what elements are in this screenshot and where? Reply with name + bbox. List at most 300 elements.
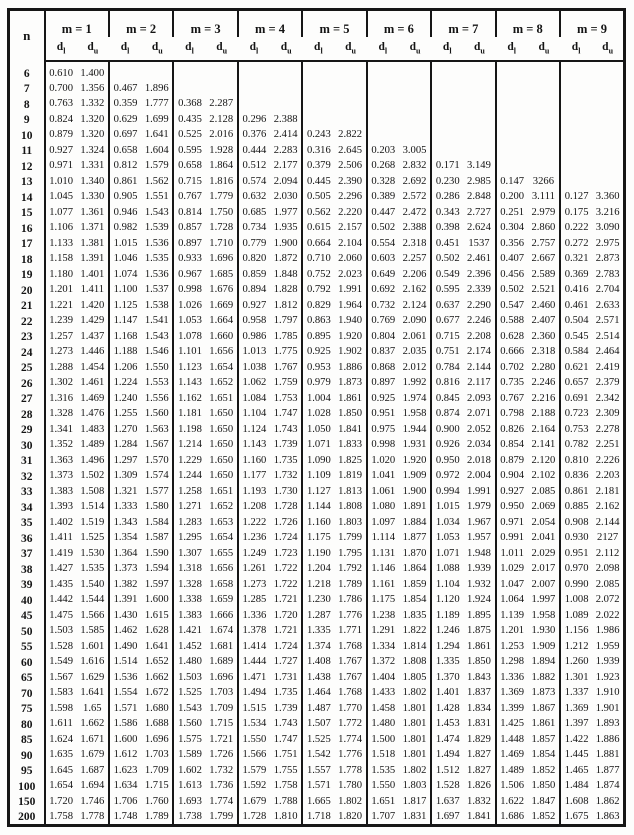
row-n-value: 60: [9, 655, 45, 671]
table-row: [9, 423, 625, 439]
cell-m6-dl: 1.500: [367, 733, 399, 749]
cell-m6-dl: [367, 113, 399, 129]
cell-m5-dl: 0.863: [302, 314, 334, 330]
cell-m2-dl: 1.462: [109, 624, 141, 640]
cell-m8-dl: [496, 82, 528, 98]
cell-m9-du: [592, 128, 624, 144]
cell-m8-du: 3266: [532, 175, 554, 187]
cell-m1-du: 1.525: [80, 532, 105, 544]
cell-m6-dl: 0.692: [367, 283, 399, 299]
cell-m9-dl: 1.445: [560, 748, 592, 764]
cell-m6-du: 1.931: [402, 439, 427, 451]
cell-m1-dl: 0.971: [45, 159, 77, 175]
cell-m5-du: 2.645: [338, 144, 362, 156]
cell-m9-du: 2.085: [595, 578, 620, 590]
table-row: [9, 376, 625, 392]
cell-m3-du: 1.715: [209, 718, 234, 730]
cell-m9-dl: 0.723: [560, 407, 592, 423]
cell-m9-du: 1.893: [595, 718, 620, 730]
cell-m8-dl: 0.502: [496, 283, 528, 299]
cell-m2-dl: 1.074: [109, 268, 141, 284]
cell-m2-dl: 1.125: [109, 299, 141, 315]
cell-m4-du: 1.755: [273, 764, 298, 776]
cell-m6-dl: 1.080: [367, 500, 399, 516]
cell-m8-du: 2.979: [531, 206, 556, 218]
cell-m7-dl: 0.816: [431, 376, 463, 392]
cell-m5-du: 1.873: [338, 377, 362, 389]
cell-m6-du: [399, 113, 431, 129]
cell-m5-du: [334, 113, 366, 129]
cell-m9-du: [592, 144, 624, 160]
subheader-dl-m8: $d_l$: [496, 37, 528, 61]
cell-m1-du: 1.778: [80, 810, 105, 822]
cell-m3-dl: 1.503: [173, 671, 205, 687]
cell-m8-du: 2.102: [531, 470, 556, 482]
cell-m4-du: 1.730: [273, 485, 298, 497]
cell-m2-du: 1.715: [144, 780, 169, 792]
cell-m9-dl: 1.337: [560, 686, 592, 702]
cell-m4-dl: [238, 97, 270, 113]
cell-m1-dl: 1.475: [45, 609, 77, 625]
cell-m8-dl: 0.666: [496, 345, 528, 361]
cell-m6-dl: [367, 128, 399, 144]
cell-m1-dl: 1.442: [45, 593, 77, 609]
row-n-value: 29: [9, 423, 45, 439]
cell-m8-du: 1.873: [531, 687, 556, 699]
cell-m3-dl: 1.258: [173, 485, 205, 501]
cell-m8-dl: 1.298: [496, 655, 528, 671]
cell-m1-du: 1.483: [80, 423, 105, 435]
cell-m9-dl: [560, 128, 592, 144]
cell-m1-du: 1.340: [80, 175, 105, 187]
cell-m1-dl: 1.133: [45, 237, 77, 253]
cell-m6-du: 2.257: [402, 253, 427, 265]
cell-m8-dl: 0.702: [496, 361, 528, 377]
subheader-du-m8: $d_u$: [528, 37, 560, 61]
cell-m7-du: 1.841: [467, 810, 491, 822]
cell-m1-dl: 1.427: [45, 562, 77, 578]
cell-m6-dl: 1.131: [367, 547, 399, 563]
cell-m8-du: 2.041: [531, 532, 556, 544]
cell-m2-dl: 0.861: [109, 175, 141, 191]
cell-m1-du: 1.454: [80, 361, 105, 373]
cell-m2-dl: 1.612: [109, 748, 141, 764]
cell-m9-dl: 0.930: [560, 531, 592, 547]
cell-m6-du: 1.801: [402, 702, 427, 714]
cell-m1-du: 1.469: [80, 392, 105, 404]
cell-m7-du: 2.144: [467, 361, 491, 373]
table-row: [9, 97, 625, 113]
cell-m2-dl: 0.905: [109, 190, 141, 206]
cell-m1-du: 1.330: [80, 191, 105, 203]
cell-m1-dl: 1.352: [45, 438, 77, 454]
cell-m4-dl: 1.236: [238, 531, 270, 547]
cell-m4-du: 1.732: [273, 470, 298, 482]
table-row: [9, 82, 625, 98]
cell-m7-dl: 0.398: [431, 221, 463, 237]
cell-m5-dl: 1.144: [302, 500, 334, 516]
cell-m6-dl: [367, 82, 399, 98]
cell-m8-du: 2.521: [531, 284, 556, 296]
cell-m1-dl: 1.654: [45, 779, 77, 795]
cell-m7-du: 3.149: [467, 160, 491, 172]
cell-m3-dl: 0.435: [173, 113, 205, 129]
subheader-dl-m1: $d_l$: [45, 37, 77, 61]
cell-m9-du: 2.162: [595, 501, 620, 513]
table-row: [9, 190, 625, 206]
cell-m5-du: 1.767: [338, 656, 362, 668]
cell-m7-du: 2.339: [467, 284, 491, 296]
cell-m1-du: 1.502: [80, 470, 105, 482]
cell-m7-du: 2.034: [467, 439, 491, 451]
cell-m1-dl: 1.201: [45, 283, 77, 299]
cell-m8-du: 2.216: [531, 392, 556, 404]
cell-m3-dl: 1.229: [173, 454, 205, 470]
cell-m7-du: 1.834: [467, 702, 491, 714]
cell-m5-dl: 0.895: [302, 330, 334, 346]
cell-m1-du: 1.446: [80, 346, 105, 358]
cell-m2-dl: 1.748: [109, 810, 141, 826]
cell-m1-du: 1.400: [80, 67, 105, 79]
cell-m2-du: 1.560: [144, 408, 169, 420]
cell-m3-du: 1.653: [209, 516, 234, 528]
cell-m8-du: 2.069: [531, 501, 556, 513]
cell-m9-dl: 0.461: [560, 299, 592, 315]
cell-m4-du: 1.722: [273, 563, 298, 575]
cell-m5-du: 1.768: [338, 640, 362, 652]
row-n-value: 18: [9, 252, 45, 268]
cell-m8-dl: 1.506: [496, 779, 528, 795]
cell-m3-dl: 1.198: [173, 423, 205, 439]
row-n-value: 55: [9, 640, 45, 656]
cell-m4-dl: 1.336: [238, 609, 270, 625]
cell-m8-dl: 0.407: [496, 252, 528, 268]
cell-m8-du: [528, 159, 560, 175]
cell-m3-dl: 1.162: [173, 392, 205, 408]
cell-m9-du: [592, 159, 624, 175]
cell-m3-du: 1.689: [209, 656, 234, 668]
cell-m5-dl: 1.374: [302, 640, 334, 656]
cell-m1-dl: 1.402: [45, 516, 77, 532]
cell-m3-dl: 1.613: [173, 779, 205, 795]
cell-m1-du: 1.679: [80, 749, 105, 761]
cell-m1-du: 1.320: [80, 129, 105, 141]
cell-m9-dl: 1.089: [560, 609, 592, 625]
cell-m4-du: 1.759: [273, 377, 298, 389]
cell-m6-dl: 1.550: [367, 779, 399, 795]
cell-m8-dl: 0.991: [496, 531, 528, 547]
cell-m9-du: 1.863: [595, 810, 620, 822]
cell-m3-dl: 0.857: [173, 221, 205, 237]
cell-m3-du: 1.666: [209, 609, 234, 621]
cell-m8-dl: 0.854: [496, 438, 528, 454]
cell-m5-du: 1.792: [338, 563, 362, 575]
cell-m9-dl: 0.753: [560, 423, 592, 439]
cell-m6-dl: 1.480: [367, 717, 399, 733]
cell-m8-dl: 0.251: [496, 206, 528, 222]
cell-m6-dl: 1.114: [367, 531, 399, 547]
cell-m8-du: [528, 128, 560, 144]
cell-m6-du: 1.891: [402, 501, 427, 513]
group-header-m8: m = 8: [496, 10, 560, 37]
cell-m1-dl: 0.927: [45, 144, 77, 160]
cell-m1-du: 1.601: [80, 640, 105, 652]
cell-m4-dl: 0.444: [238, 144, 270, 160]
cell-m5-dl: 1.028: [302, 407, 334, 423]
cell-m1-du: 1.496: [80, 454, 105, 466]
cell-m2-dl: 1.147: [109, 314, 141, 330]
table-row: [9, 221, 625, 237]
durbin-watson-table: [7, 8, 626, 827]
cell-m2-du: 1.896: [144, 82, 169, 94]
cell-m7-du: 2.004: [467, 470, 491, 482]
cell-m2-dl: 0.812: [109, 159, 141, 175]
cell-m4-du: 2.177: [273, 160, 298, 172]
cell-m5-du: 1.802: [338, 795, 362, 807]
cell-m5-du: 1.850: [338, 408, 362, 420]
cell-m9-du: [592, 61, 624, 82]
cell-m4-dl: 1.222: [238, 516, 270, 532]
cell-m6-du: 2.012: [402, 361, 427, 373]
table-row: [9, 283, 625, 299]
cell-m8-du: 2.120: [531, 454, 556, 466]
cell-m2-dl: 0.467: [109, 82, 141, 98]
cell-m8-du: 1.882: [531, 671, 556, 683]
cell-m8-dl: 0.879: [496, 454, 528, 470]
cell-m9-du: 2.379: [595, 377, 620, 389]
cell-m5-dl: 0.925: [302, 345, 334, 361]
cell-m4-dl: 1.160: [238, 454, 270, 470]
cell-m1-du: 1.616: [80, 656, 105, 668]
cell-m5-dl: [302, 113, 334, 129]
table-row: [9, 810, 625, 826]
table-row: [9, 252, 625, 268]
cell-m9-du: 2.251: [595, 439, 620, 451]
cell-m3-dl: 1.181: [173, 407, 205, 423]
row-n-value: 28: [9, 407, 45, 423]
cell-m1-du: 1.420: [80, 299, 105, 311]
cell-m7-dl: 1.053: [431, 531, 463, 547]
cell-m7-dl: 0.751: [431, 345, 463, 361]
cell-m9-dl: 1.301: [560, 671, 592, 687]
cell-m9-dl: [560, 175, 592, 191]
cell-m4-du: 2.094: [273, 175, 298, 187]
cell-m9-dl: 1.008: [560, 593, 592, 609]
cell-m1-dl: 1.158: [45, 252, 77, 268]
cell-m2-du: [141, 61, 173, 82]
cell-m1-du: 1.437: [80, 330, 105, 342]
cell-m6-dl: 0.804: [367, 330, 399, 346]
cell-m6-dl: 1.020: [367, 454, 399, 470]
cell-m9-du: [592, 82, 624, 98]
table-row: [9, 500, 625, 516]
cell-m3-du: 1.726: [209, 749, 234, 761]
cell-m1-du: 1.746: [80, 795, 105, 807]
cell-m4-du: 1.728: [273, 501, 298, 513]
cell-m4-dl: 1.592: [238, 779, 270, 795]
cell-m5-dl: 0.562: [302, 206, 334, 222]
cell-m6-du: 1.814: [402, 640, 427, 652]
cell-m2-du: 1.579: [144, 160, 169, 172]
cell-m8-du: 1.958: [531, 609, 556, 621]
subheader-du-m9: $d_u$: [592, 37, 624, 61]
cell-m8-dl: 1.336: [496, 671, 528, 687]
cell-m9-du: 2.278: [595, 423, 620, 435]
cell-m9-du: 2.464: [595, 346, 620, 358]
cell-m7-dl: 1.034: [431, 516, 463, 532]
cell-m3-dl: 1.525: [173, 686, 205, 702]
cell-m1-du: 1.662: [80, 718, 105, 730]
row-n-value: 19: [9, 268, 45, 284]
cell-m1-du: 1.401: [80, 268, 105, 280]
cell-m5-du: 1.841: [338, 423, 362, 435]
cell-m2-dl: 1.430: [109, 609, 141, 625]
cell-m7-du: 1.850: [467, 656, 491, 668]
cell-m1-du: 1.320: [80, 113, 105, 125]
cell-m8-du: [528, 144, 560, 160]
cell-m3-dl: 1.602: [173, 764, 205, 780]
cell-m1-dl: 1.302: [45, 376, 77, 392]
cell-m9-du: 1.939: [595, 656, 620, 668]
cell-m9-du: 2.704: [595, 284, 620, 296]
cell-m9-du: 1.959: [595, 640, 620, 652]
cell-m7-du: 2.461: [467, 253, 491, 265]
row-n-value: 90: [9, 748, 45, 764]
row-n-value: 20: [9, 283, 45, 299]
cell-m1-du: 1.540: [80, 578, 105, 590]
cell-m6-dl: 0.328: [367, 175, 399, 191]
cell-m5-dl: 0.953: [302, 361, 334, 377]
cell-m7-du: [463, 144, 495, 160]
cell-m2-du: 1.556: [144, 392, 169, 404]
cell-m4-dl: 1.679: [238, 795, 270, 811]
row-n-value: 23: [9, 330, 45, 346]
cell-m2-du: 1.789: [144, 810, 169, 822]
cell-m6-du: 3.005: [402, 144, 427, 156]
cell-m3-du: 1.681: [209, 640, 234, 652]
cell-m1-dl: 1.239: [45, 314, 77, 330]
cell-m6-du: 1.801: [402, 718, 427, 730]
cell-m6-du: [399, 82, 431, 98]
cell-m2-dl: 1.536: [109, 671, 141, 687]
cell-m7-dl: 1.015: [431, 500, 463, 516]
cell-m1-dl: 0.824: [45, 113, 77, 129]
cell-m9-du: 2127: [597, 532, 619, 544]
cell-m2-du: 1.535: [144, 253, 169, 265]
cell-m5-du: [334, 97, 366, 113]
cell-m6-dl: 1.458: [367, 702, 399, 718]
cell-m8-du: 2.460: [531, 299, 556, 311]
cell-m4-du: 1.723: [273, 547, 298, 559]
cell-m2-dl: 1.168: [109, 330, 141, 346]
cell-m2-du: 1.760: [144, 795, 169, 807]
cell-m3-dl: 1.543: [173, 702, 205, 718]
cell-m5-dl: 1.557: [302, 764, 334, 780]
cell-m3-du: 1.656: [209, 563, 234, 575]
cell-m1-dl: 1.288: [45, 361, 77, 377]
cell-m3-dl: 0.368: [173, 97, 205, 113]
cell-m7-dl: 0.900: [431, 423, 463, 439]
row-n-value: 36: [9, 531, 45, 547]
cell-m7-dl: 0.451: [431, 237, 463, 253]
cell-m7-dl: 1.294: [431, 640, 463, 656]
cell-m2-dl: 1.706: [109, 795, 141, 811]
cell-m4-dl: 0.927: [238, 299, 270, 315]
cell-m9-du: 2.571: [595, 315, 620, 327]
row-n-value: 6: [9, 61, 45, 82]
cell-m9-dl: 0.127: [560, 190, 592, 206]
cell-m6-du: 1.802: [402, 687, 427, 699]
cell-m2-du: 1.688: [144, 718, 169, 730]
group-header-m3: m = 3: [173, 10, 237, 37]
cell-m4-dl: 0.632: [238, 190, 270, 206]
table-row: [9, 61, 625, 82]
cell-m4-dl: 1.177: [238, 469, 270, 485]
cell-m4-dl: 1.261: [238, 562, 270, 578]
cell-m4-du: 1.721: [273, 625, 298, 637]
row-n-value: 70: [9, 686, 45, 702]
cell-m2-du: 1.538: [144, 299, 169, 311]
cell-m1-du: 1.489: [80, 439, 105, 451]
cell-m7-du: 1.827: [467, 749, 491, 761]
cell-m2-dl: 1.571: [109, 702, 141, 718]
cell-m3-du: [206, 61, 238, 82]
cell-m8-du: 2.860: [531, 222, 556, 234]
table-row: [9, 702, 625, 718]
cell-m9-du: 1.881: [595, 749, 620, 761]
cell-m8-dl: 0.547: [496, 299, 528, 315]
cell-m2-dl: 1.600: [109, 733, 141, 749]
cell-m4-dl: 0.685: [238, 206, 270, 222]
subheader-du-m4: $d_u$: [270, 37, 302, 61]
cell-m9-du: 3.360: [595, 191, 620, 203]
cell-m1-du: 1.629: [80, 671, 105, 683]
cell-m2-du: 1.562: [144, 175, 169, 187]
table-row: [9, 531, 625, 547]
group-header-m6: m = 6: [367, 10, 431, 37]
cell-m5-dl: 1.175: [302, 531, 334, 547]
cell-m2-dl: 1.100: [109, 283, 141, 299]
cell-m4-du: 1.788: [273, 795, 298, 807]
cell-m2-du: 1.541: [144, 315, 169, 327]
cell-m2-dl: 1.634: [109, 779, 141, 795]
cell-m5-du: 1.813: [338, 485, 362, 497]
cell-m5-dl: 1.438: [302, 671, 334, 687]
cell-m1-dl: 0.700: [45, 82, 77, 98]
cell-m6-du: 1.884: [402, 516, 427, 528]
table-row: [9, 562, 625, 578]
cell-m9-du: [592, 113, 624, 129]
cell-m9-du: 2.022: [595, 609, 620, 621]
cell-m1-dl: 1.106: [45, 221, 77, 237]
cell-m6-dl: 1.535: [367, 764, 399, 780]
cell-m6-dl: [367, 61, 399, 82]
subheader-du-m5: $d_u$: [334, 37, 366, 61]
cell-m9-dl: 0.970: [560, 562, 592, 578]
cell-m2-dl: 1.364: [109, 547, 141, 563]
table-row: [9, 237, 625, 253]
cell-m8-du: 2.360: [531, 330, 556, 342]
cell-m8-du: 2.141: [531, 439, 556, 451]
cell-m4-du: 2.414: [273, 129, 298, 141]
cell-m1-du: 1.461: [80, 377, 105, 389]
table-row: [9, 578, 625, 594]
table-row: [9, 407, 625, 423]
cell-m1-du: 1.519: [80, 516, 105, 528]
cell-m6-dl: 0.603: [367, 252, 399, 268]
cell-m4-dl: 1.013: [238, 345, 270, 361]
cell-m7-du: 1.829: [467, 733, 491, 745]
